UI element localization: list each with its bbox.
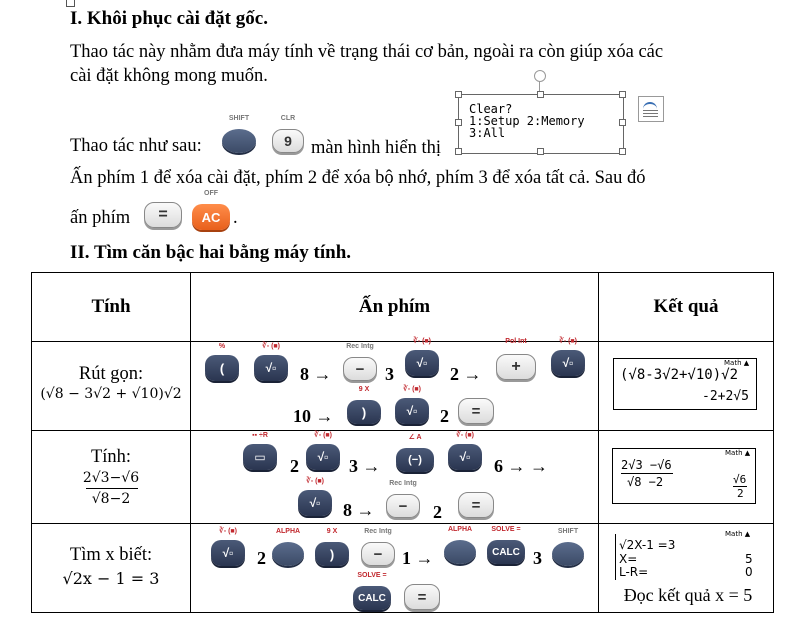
row3-key-calc-top: SOLVE = <box>491 526 521 533</box>
row2-num-8 <box>343 500 375 521</box>
row3-key-calc-body: CALC <box>487 540 525 564</box>
row1-arrow-3: → <box>315 406 334 426</box>
row2-screen-mode: Math ▲ <box>725 449 751 457</box>
row3-num-1-text: 1 <box>402 548 411 568</box>
row2-num-8-text: 8 <box>343 500 352 520</box>
row3-key-calc-2-top: SOLVE = <box>357 572 387 579</box>
nine-key <box>270 115 306 153</box>
row3-key-sqrt <box>208 528 248 566</box>
section1-para2-prefix: Thao tác như sau: <box>70 136 202 156</box>
row2-result-screen <box>612 448 756 504</box>
row2-key-frac <box>240 432 280 470</box>
row3-key-shift-body <box>552 542 584 566</box>
equals-key-body: = <box>144 202 182 228</box>
row1-num-10 <box>293 406 334 427</box>
row2-key-minus-body: − <box>386 494 420 518</box>
row1-key-sqrt-1 <box>251 343 291 381</box>
row3-screen-line2: X= <box>619 552 638 566</box>
nine-key-body: 9 <box>272 129 304 153</box>
row2-arrow-3: → <box>530 456 548 476</box>
section1-para1-line1: Thao tác này nhằm đưa máy tính về trạng thái cơ bản, ngoài ra còn giúp xóa các <box>70 42 664 62</box>
resize-handle-l[interactable] <box>455 119 462 126</box>
row2-label: Tính: <box>90 447 132 467</box>
section2-title: II. Tìm căn bậc hai bằng máy tính. <box>70 242 352 263</box>
row2-screen-result-num: √6 <box>733 473 747 486</box>
row3-key-minus-top: Rec Intg <box>364 528 392 535</box>
row3-screen-border <box>615 534 616 580</box>
row2-key-minus-top: Rec Intg <box>389 480 417 487</box>
row1-arrow-1: → <box>313 364 332 384</box>
row2-arrow-2: → <box>507 456 526 476</box>
row2-key-sqrt-3-body: √▫ <box>298 490 332 516</box>
equals-key <box>142 192 184 228</box>
shift-key <box>221 115 257 153</box>
row3-screen-line1: √2X-1 =3 <box>619 538 676 552</box>
row2-arrow-1: → <box>362 456 381 476</box>
row1-key-sqrt-3 <box>548 338 588 376</box>
row3-screen-line2-val: 5 <box>745 552 753 566</box>
row1-key-plus-body: + <box>496 354 536 380</box>
row1-key-sqrt-1-top: ∛▫ (■) <box>262 343 280 350</box>
row1-key-paren-close-top: 9 X <box>358 386 370 393</box>
clear-screen-image <box>458 94 624 154</box>
section1-para1-line2: cài đặt không mong muốn. <box>70 66 268 86</box>
table-header-row <box>32 273 774 342</box>
row3-key-minus-body: − <box>361 542 395 566</box>
row1-key-plus <box>492 338 540 380</box>
clear-screen-line2: 1:Setup 2:Memory <box>469 114 585 128</box>
row2-key-frac-top: ▪▪ ÷R <box>252 432 268 439</box>
rotate-handle-icon[interactable] <box>534 70 546 82</box>
row1-screen-line1: (√8-3√2+√10)√2 <box>620 367 739 383</box>
row3-arrow-1: → <box>415 548 434 568</box>
resize-handle-bl[interactable] <box>455 148 462 155</box>
row1-key-sqrt-1-body: √▫ <box>254 355 288 381</box>
resize-handle-b[interactable] <box>537 148 544 155</box>
row2-expr-den: √8−2 <box>91 491 131 507</box>
row1-key-minus-body: − <box>343 357 377 381</box>
row1-key-sqrt-2-top: ∛▫ (■) <box>413 338 431 345</box>
row3-result-screen <box>615 530 755 582</box>
row2-num-6 <box>494 456 548 477</box>
row2-screen-num: 2√3 −√6 <box>621 458 672 472</box>
row3-key-alpha-2-top: ALPHA <box>447 526 473 533</box>
row2-key-sqrt-2-body: √▫ <box>448 444 482 470</box>
row2-num-6-text: 6 <box>494 456 503 476</box>
row3-key-shift-top: SHIFT <box>557 528 579 535</box>
row3-key-calc-2-body: CALC <box>353 586 391 610</box>
row3-num-2: 2 <box>257 548 266 568</box>
row2-screen-den: √8 −2 <box>627 475 664 489</box>
row2-key-frac-body: ▭ <box>243 444 277 470</box>
row3-key-calc <box>484 526 528 564</box>
row3-key-equals-body: = <box>404 584 440 610</box>
row2-fraction-bar <box>86 488 138 489</box>
resize-handle-br[interactable] <box>619 148 626 155</box>
row1-num-2b: 2 <box>440 406 449 426</box>
shift-key-body <box>222 129 256 153</box>
section1-para3-line2: ấn phím <box>70 208 131 228</box>
row1-arrow-2: → <box>463 364 482 384</box>
row1-key-sqrt-2 <box>402 338 442 376</box>
resize-handle-tr[interactable] <box>619 91 626 98</box>
shift-key-top: SHIFT <box>228 115 250 122</box>
row2-num-2b: 2 <box>433 502 442 522</box>
row3-key-alpha-1-top: ALPHA <box>275 528 301 535</box>
row3-result-text: Đọc kết quả x = 5 <box>623 585 753 605</box>
row2-key-sqrt-2 <box>445 432 485 470</box>
row1-num-10-text: 10 <box>293 406 311 426</box>
row3-key-minus <box>358 528 398 566</box>
row1-key-minus <box>340 343 380 381</box>
row3-key-paren-close-body: ) <box>315 542 349 566</box>
row1-key-minus-top: Rec Intg <box>346 343 374 350</box>
row1-key-sqrt-3-body: √▫ <box>551 350 585 376</box>
row3-expr: √2x − 1 = 3 <box>62 569 160 588</box>
row1-key-equals-body: = <box>458 398 494 424</box>
row1-num-3: 3 <box>385 364 394 384</box>
row2-num-3-text: 3 <box>349 456 358 476</box>
row1-screen-mode: Math ▲ <box>724 359 750 367</box>
row1-key-paren-open <box>202 343 242 381</box>
row2-screen-result-den: 2 <box>737 487 744 500</box>
row1-label: Rút gọn: <box>78 364 144 384</box>
row2-key-sqrt-3 <box>295 478 335 516</box>
row1-key-paren-close-body: ) <box>347 400 381 424</box>
row2-key-equals <box>456 486 496 518</box>
row3-tinh-cell <box>32 524 191 613</box>
ac-key-top: OFF <box>204 190 218 197</box>
section1-para2-suffix: màn hình hiển thị <box>311 138 441 158</box>
row3-num-3: 3 <box>533 548 542 568</box>
row3-key-alpha-1-body <box>272 542 304 566</box>
section1-title: I. Khôi phục cài đặt gốc. <box>70 8 268 29</box>
row2-num-2: 2 <box>290 456 299 476</box>
section1-para3-line1: Ấn phím 1 để xóa cài đặt, phím 2 để xóa bộ nhớ, phím 3 để xóa tất cả. Sau đó <box>70 168 646 188</box>
row1-key-sqrt-4-top: ∛▫ (■) <box>403 386 421 393</box>
row3-screen-line3-val: 0 <box>745 565 753 579</box>
header-tinh: Tính <box>32 273 191 342</box>
row3-key-alpha-2 <box>440 526 480 564</box>
row1-screen-line2: -2+2√5 <box>702 389 749 404</box>
anchor-marker <box>66 0 75 7</box>
row2-key-sqrt-3-top: ∛▫ (■) <box>306 478 324 485</box>
row2-key-neg-body: (−) <box>396 448 434 472</box>
row1-key-sqrt-4 <box>392 386 432 424</box>
row1-result-screen <box>613 358 757 410</box>
row2-num-3 <box>349 456 381 477</box>
row2-key-neg-top: ∠ A <box>408 434 422 441</box>
row1-key-paren-close <box>344 386 384 424</box>
row1-key-paren-open-top: % <box>218 343 226 350</box>
rotate-handle-line <box>539 81 540 91</box>
row1-key-sqrt-2-body: √▫ <box>405 350 439 376</box>
row2-key-equals-body: = <box>458 492 494 518</box>
section1-para3-end: . <box>233 208 238 228</box>
row3-key-sqrt-body: √▫ <box>211 540 245 566</box>
row1-num-8-text: 8 <box>300 364 309 384</box>
row3-key-sqrt-top: ∛▫ (■) <box>219 528 237 535</box>
row2-screen-bar <box>621 473 673 474</box>
row3-key-calc-2 <box>350 572 394 610</box>
row3-key-alpha-2-body <box>444 540 476 564</box>
clear-screen-line1: Clear? <box>469 102 513 116</box>
row1-key-sqrt-4-body: √▫ <box>395 398 429 424</box>
row3-label: Tìm x biết: <box>69 545 153 565</box>
row1-key-equals <box>456 392 496 424</box>
row1-key-paren-open-body: ( <box>205 355 239 381</box>
resize-handle-t[interactable] <box>537 91 544 98</box>
row3-key-equals <box>402 578 442 610</box>
header-an-phim: Ấn phím <box>191 273 599 342</box>
row2-key-sqrt-1-body: √▫ <box>306 444 340 470</box>
row2-key-sqrt-1 <box>303 432 343 470</box>
row3-key-paren-close <box>312 528 352 566</box>
header-ket-qua: Kết quả <box>599 273 774 342</box>
ac-key <box>189 190 233 230</box>
row2-key-sqrt-2-top: ∛▫ (■) <box>456 432 474 439</box>
clear-screen-line3: 3:All <box>469 126 506 140</box>
row2-arrow-4: → <box>356 500 375 520</box>
row1-num-8 <box>300 364 332 385</box>
layout-options-icon[interactable] <box>638 96 664 122</box>
row1-num-2 <box>450 364 482 385</box>
row2-expr-num: 2√3−√6 <box>82 470 140 486</box>
row2-key-minus <box>383 480 423 518</box>
row3-key-paren-close-top: 9 X <box>326 528 338 535</box>
ac-key-body: AC <box>192 204 230 230</box>
row3-screen-mode: Math ▲ <box>725 530 751 538</box>
row3-num-1 <box>402 548 434 569</box>
row1-num-2-text: 2 <box>450 364 459 384</box>
resize-handle-r[interactable] <box>619 119 626 126</box>
row1-expr: (√8 − 3√2 + √10)√2 <box>40 386 182 402</box>
row2-key-sqrt-1-top: ∛▫ (■) <box>314 432 332 439</box>
row1-key-sqrt-3-top: ∛▫ (■) <box>559 338 577 345</box>
row3-key-alpha-1 <box>268 528 308 566</box>
row2-key-neg <box>393 434 437 472</box>
row1-key-plus-top: Pol Int <box>505 338 527 345</box>
row3-key-shift <box>548 528 588 566</box>
resize-handle-tl[interactable] <box>455 91 462 98</box>
row3-screen-line3: L-R= <box>619 565 649 579</box>
nine-key-top: CLR <box>280 115 296 122</box>
